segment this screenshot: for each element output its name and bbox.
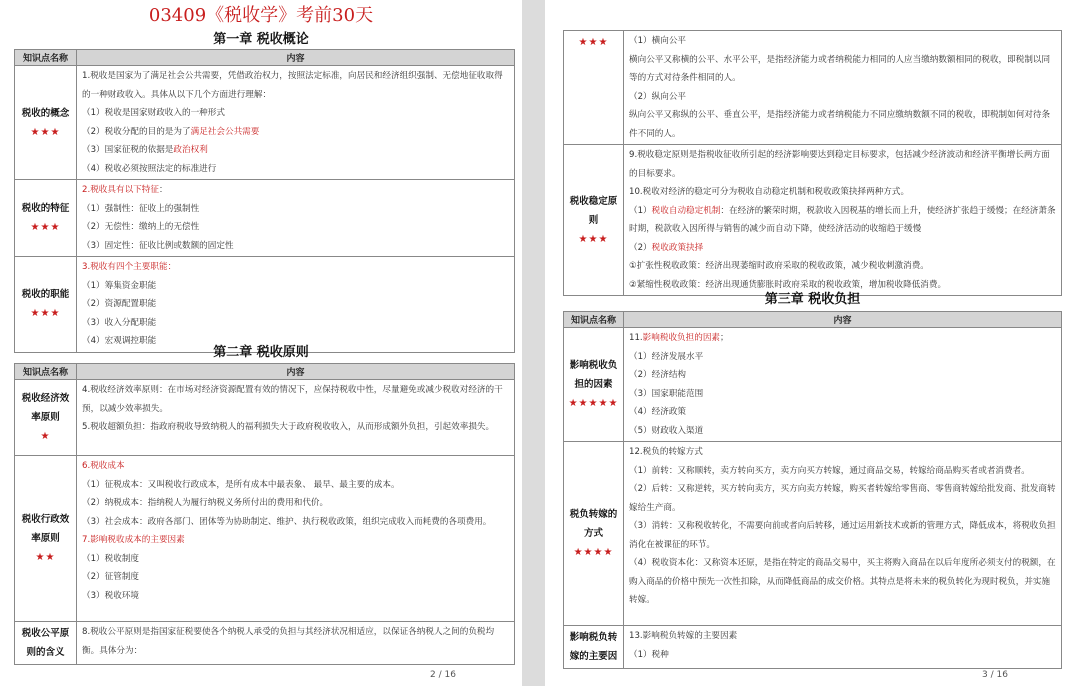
knowledge-point-name — [15, 622, 77, 665]
highlight-text: 税收成本 — [90, 461, 125, 471]
content-line: （2）无偿性：缴纳上的无偿性 — [82, 222, 200, 232]
rating-stars: ★★★ — [30, 126, 61, 138]
chapter-1-table — [14, 49, 515, 353]
content-line: （4）税收资本化：又称资本还原，是指在特定的商品交易中，买主将购入商品在以后年度所必须支付的税额，在购入商品的价格中预先一次性扣除，从而降低商品的成交价格。其特点是将未来的税负转化为现时税负，并实施转嫁。 — [629, 558, 1056, 605]
table-row — [15, 180, 515, 257]
content-line: （2）税收政策抉择 — [629, 242, 704, 253]
highlight-text: 影响税收负担的因素 — [642, 333, 721, 343]
document-page-2 — [0, 0, 522, 686]
content-line: （2）征管制度 — [82, 572, 140, 582]
knowledge-point-name — [564, 442, 624, 626]
content-line: （2）税收分配的目的是为了满足社会公共需要 — [82, 126, 260, 137]
content-line: （1）经济发展水平 — [629, 351, 704, 362]
point-label: 税收稳定原则 — [569, 195, 618, 226]
point-label: 税收的特征 — [21, 203, 70, 214]
content-line: （1）筹集资金职能 — [82, 280, 157, 291]
content-line: （1）强制性：征收上的强制性 — [82, 203, 200, 214]
knowledge-point-name — [564, 626, 624, 669]
content-line: 4.税收经济效率原则：在市场对经济资源配置有效的情况下，应保持税收中性，尽量避免或减少税收对经济的干预，以减少效率损失。 — [82, 385, 503, 414]
content-line: （1）前转：又称顺转，卖方转向买方，卖方向买方转嫁，通过商品交易，转嫁给商品购买者或者消费者。 — [629, 465, 1030, 476]
page-number: 2 / 16 — [430, 670, 456, 680]
knowledge-content — [77, 622, 515, 665]
rating-stars: ★★ — [35, 552, 56, 563]
content-line: （3）社会成本：政府各部门、团体等为协助制定、维护、执行税收政策，组织完成收入而耗费的各项费用。 — [82, 516, 492, 527]
header-name: 知识点名称 — [564, 312, 624, 328]
knowledge-point-name — [564, 328, 624, 442]
content-line: 6.税收成本 — [82, 461, 125, 471]
content-line: （1）横向公平 — [629, 36, 687, 46]
content-line: 1.税收是国家为了满足社会公共需要，凭借政治权力，按照法定标准，向居民和经济组织强制、无偿地征收取得的一种财政收入。具体从以下几个方面进行理解： — [82, 71, 503, 100]
knowledge-content — [77, 380, 515, 456]
page-number: 3 / 16 — [982, 670, 1008, 680]
content-line: （4）税收必须按照法定的标准进行 — [82, 163, 217, 174]
content-line: （3）国家征税的依据是政治权利 — [82, 145, 208, 155]
table-row — [15, 456, 515, 622]
knowledge-content — [77, 456, 515, 622]
chapter-3-table — [563, 311, 1062, 669]
rating-stars: ★★★ — [30, 222, 61, 233]
table-row — [15, 257, 515, 353]
document-title: 03409《税收学》考前30天 — [148, 5, 374, 26]
content-line: 3.税收有四个主要职能： — [82, 262, 177, 272]
chapter-1-heading: 第一章 税收概论 — [213, 32, 309, 47]
point-label: 影响税负转嫁的主要因 — [569, 632, 618, 662]
knowledge-point-name — [15, 380, 77, 456]
knowledge-point-name — [564, 145, 624, 296]
content-line: （1）税收制度 — [82, 553, 140, 564]
highlight-text: 税收有四个主要职能 — [90, 262, 168, 272]
header-name: 知识点名称 — [15, 364, 77, 380]
knowledge-content — [77, 66, 515, 180]
point-label: 税收公平原则的含义 — [21, 628, 70, 658]
table-row — [15, 66, 515, 180]
knowledge-point-name — [564, 31, 624, 145]
content-line: 5.税收超额负担：指政府税收导致纳税人的福利损失大于政府税收收入，从而形成额外负担，引起效率损失。 — [82, 422, 495, 432]
content-line: 13.影响税负转嫁的主要因素 — [629, 631, 738, 641]
content-line: （1）税收是国家财政收入的一种形式 — [82, 108, 225, 118]
content-line: 纵向公平又称纵的公平、垂直公平，是指经济能力或者纳税能力不同应缴纳数额不同的税收，即税制如何对待条件不同的人。 — [629, 110, 1051, 139]
content-line: 12.税负的转嫁方式 — [629, 447, 703, 457]
content-line: （2）纳税成本：指纳税人为履行纳税义务所付出的费用和代价。 — [82, 498, 329, 508]
point-label: 影响税收负担的因素 — [569, 360, 618, 390]
chapter-2-heading: 第二章 税收原则 — [213, 345, 309, 360]
table-row — [15, 380, 515, 456]
table-header — [15, 364, 515, 380]
chapter-2-table-continued — [563, 30, 1062, 296]
highlight-text: 税收政策抉择 — [651, 242, 704, 253]
content-line: 2.税收具有以下特征： — [82, 185, 168, 195]
content-line: （3）国家职能范围 — [629, 388, 704, 399]
header-content: 内容 — [77, 50, 515, 66]
chapter-2-table — [14, 363, 515, 665]
rating-stars: ★★★ — [578, 37, 609, 48]
knowledge-content — [624, 31, 1062, 145]
highlight-text: 影响税收成本的主要因素 — [90, 535, 185, 545]
page-gap — [522, 0, 545, 686]
content-line: （1）税种 — [629, 649, 669, 660]
knowledge-content — [624, 328, 1062, 442]
content-line: 8.税收公平原则是指国家征税要使各个纳税人承受的负担与其经济状况相适应，以保证各纳税人之间的负税均衡。具体分为： — [82, 627, 495, 656]
table-row — [15, 622, 515, 665]
knowledge-content — [624, 145, 1062, 296]
chapter-3-heading: 第三章 税收负担 — [764, 292, 861, 307]
content-line: ①扩张性税收政策：经济出现萎缩时政府采取的税收政策，减少税收刺激消费。 — [629, 261, 929, 271]
table-row — [564, 442, 1062, 626]
document-page-3 — [545, 0, 1080, 686]
table-header — [564, 312, 1062, 328]
knowledge-point-name — [15, 456, 77, 622]
content-line: （2）纵向公平 — [629, 91, 687, 102]
content-line: （4）经济政策 — [629, 407, 687, 417]
content-line: （1）税收自动稳定机制：在经济的繁荣时期，税款收入因税基的增长而上升，使经济扩张趋于缓慢；在经济萧条时期，税款收入因所得与销售的减少而自动下降，使经济活动的收缩趋于缓慢 — [629, 205, 1056, 234]
content-line: （4）宏观调控职能 — [82, 336, 157, 346]
header-content: 内容 — [624, 312, 1062, 328]
knowledge-content — [624, 442, 1062, 626]
point-label: 税收的职能 — [21, 289, 70, 301]
point-label: 税负转嫁的方式 — [569, 509, 618, 539]
table-row — [564, 626, 1062, 669]
rating-stars: ★★★ — [30, 308, 61, 320]
knowledge-point-name — [15, 180, 77, 257]
table-row — [564, 328, 1062, 442]
knowledge-point-name — [15, 257, 77, 353]
content-line: （2）经济结构 — [629, 370, 687, 380]
rating-stars: ★★★★ — [573, 547, 614, 558]
highlight-text: 税收自动稳定机制 — [651, 205, 721, 216]
content-line: （2）后转：又称逆转，买方转向卖方，买方向卖方转嫁，购买者转嫁给零售商、零售商转嫁给批发商、批发商转嫁给生产商。 — [629, 484, 1056, 513]
header-name: 知识点名称 — [15, 50, 77, 66]
content-line: ②紧缩性税收政策：经济出现通货膨胀时政府采取的税收政策，增加税收降低消费。 — [629, 279, 947, 290]
highlight-text: 税收具有以下特征 — [90, 185, 159, 195]
point-label: 税收的概念 — [21, 107, 70, 119]
content-line: 横向公平又称横的公平、水平公平，是指经济能力或者纳税能力相同的人应当缴纳数额相同的税收，即税制以同等的方式对待条件相同的人。 — [629, 54, 1051, 83]
content-line: （2）资源配置职能 — [82, 299, 157, 309]
header-content: 内容 — [77, 364, 515, 380]
content-line: （3）收入分配职能 — [82, 317, 157, 328]
content-line: （3）消转：又称税收转化，不需要向前或者向后转移，通过运用新技术或新的管理方式，降低成本，将税收负担消化在被课征的环节。 — [629, 521, 1056, 550]
table-row — [564, 31, 1062, 145]
table-header — [15, 50, 515, 66]
rating-stars: ★★★ — [578, 233, 609, 245]
content-line: （1）征税成本：又叫税收行政成本，是所有成本中最表象、 最早、最主要的成本。 — [82, 479, 400, 490]
content-line: 11.影响税收负担的因素； — [629, 333, 729, 343]
knowledge-point-name — [15, 66, 77, 180]
content-line: （3）固定性：征收比例或数额的固定性 — [82, 240, 234, 251]
content-line: 7.影响税收成本的主要因素 — [82, 535, 185, 545]
knowledge-content — [77, 180, 515, 257]
content-line: 9.税收稳定原则是指税收征收所引起的经济影响要达到稳定目标要求，包括减少经济波动和经济平衡增长两方面的目标要求。 — [629, 150, 1050, 179]
knowledge-content — [77, 257, 515, 353]
knowledge-content — [624, 626, 1062, 669]
rating-stars: ★ — [40, 431, 51, 442]
point-label: 税收行政效率原则 — [21, 514, 70, 544]
content-line: （5）财政收入渠道 — [629, 425, 704, 436]
highlight-text: 满足社会公共需要 — [190, 126, 260, 137]
point-label: 税收经济效率原则 — [21, 393, 70, 423]
content-line: （3）税收环境 — [82, 590, 140, 601]
rating-stars: ★★★★★ — [568, 398, 619, 409]
content-line: 10.税收对经济的稳定可分为税收自动稳定机制和税收政策抉择两种方式。 — [629, 187, 910, 197]
highlight-text: 政治权利 — [173, 145, 208, 155]
table-row — [564, 145, 1062, 296]
